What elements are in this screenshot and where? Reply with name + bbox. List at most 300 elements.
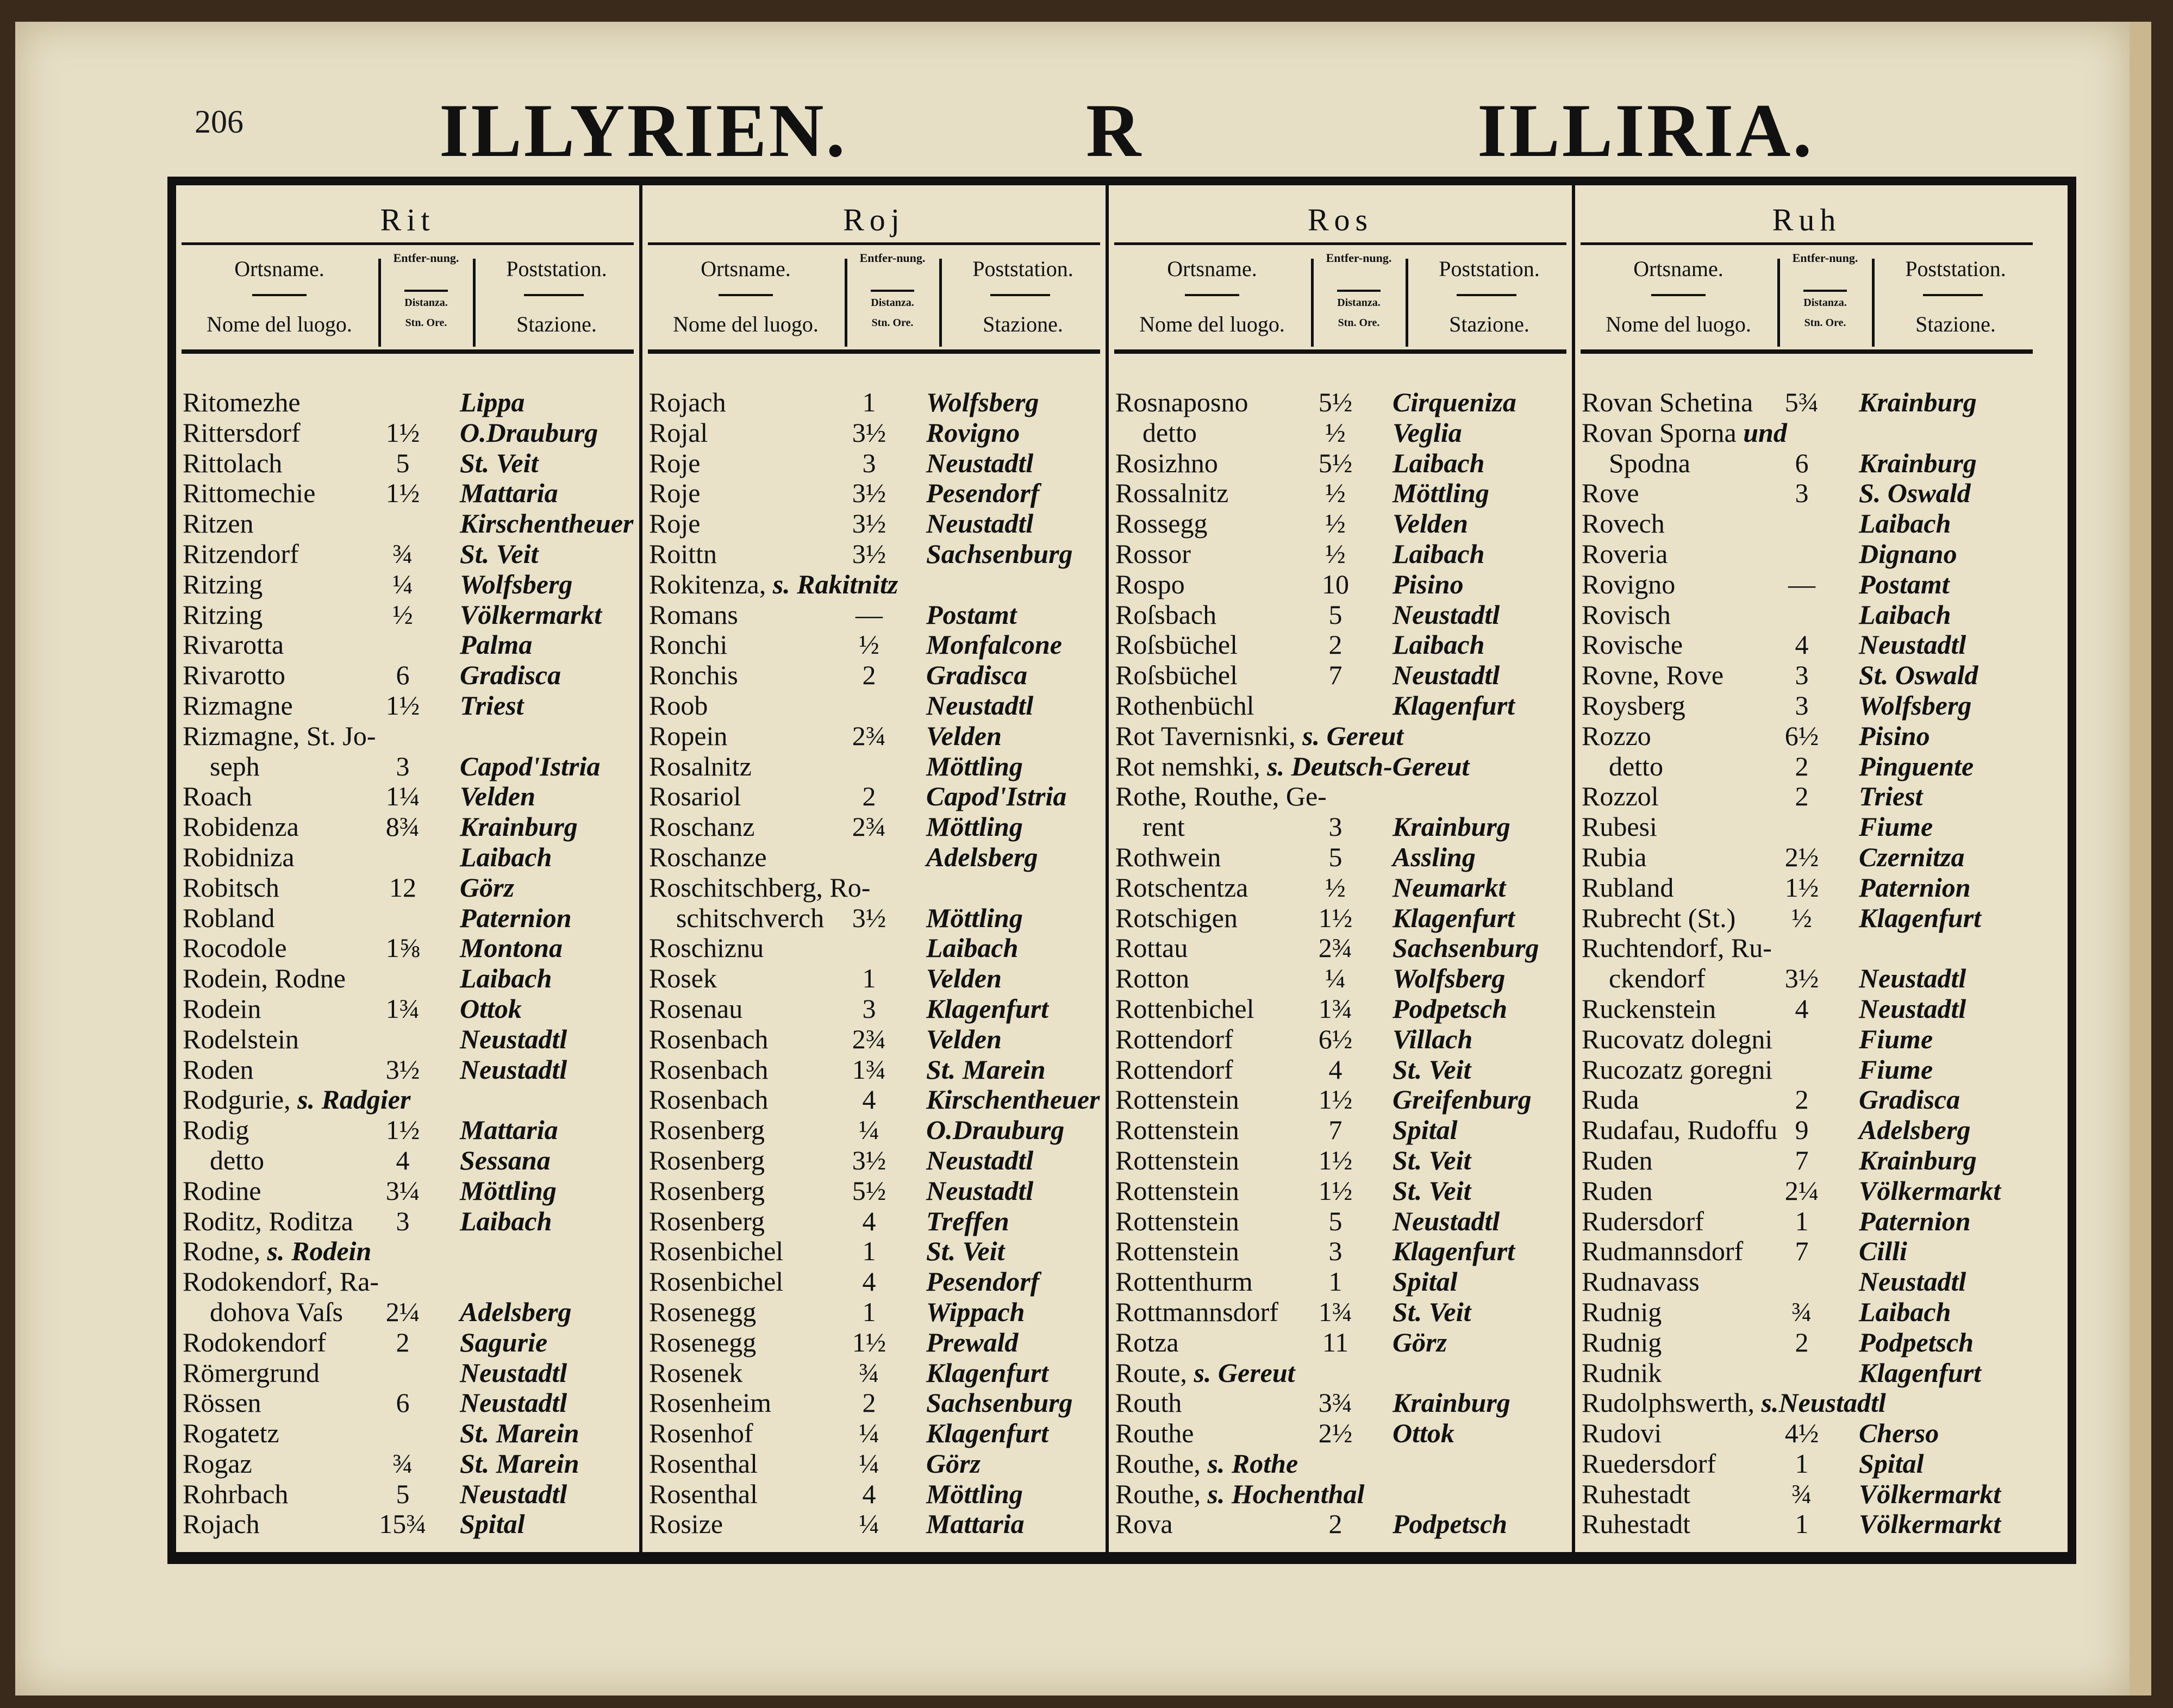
post-station: Paternion: [460, 902, 572, 933]
post-station: Laibach: [1393, 447, 1485, 478]
distance: 2: [862, 781, 876, 812]
distance: 15¾: [379, 1509, 427, 1540]
place-name: Roje: [649, 508, 701, 539]
header-rule: [648, 349, 1100, 354]
list-item: [649, 780, 1106, 811]
list-item: [1115, 417, 1572, 447]
post-station: Sessana: [460, 1144, 551, 1175]
place-name: Rosenhof: [649, 1418, 753, 1449]
place-name: Rottenstein: [1115, 1236, 1239, 1267]
post-station: St. Veit: [926, 1236, 1005, 1267]
post-station: Postamt: [926, 599, 1017, 630]
post-station: Klagenfurt: [1859, 1357, 1982, 1388]
place-name: Rodein: [183, 993, 261, 1024]
post-station: Ottok: [1393, 1418, 1454, 1449]
distance: ¼: [859, 1448, 879, 1479]
cross-reference: s. Gereut: [1295, 720, 1404, 751]
place-name: Rittomechie: [183, 478, 316, 509]
place-name: Robidniza: [183, 841, 295, 872]
header-rule: [252, 294, 307, 296]
list-item: [183, 1114, 639, 1144]
cross-reference: s. Rothe: [1200, 1448, 1298, 1479]
distance: 1½: [385, 690, 420, 721]
list-item: [1115, 902, 1572, 933]
list-item: [1582, 690, 2038, 720]
list-item: [1115, 993, 1572, 1023]
header-divider: [1777, 259, 1780, 347]
distance: ¼: [859, 1509, 879, 1540]
list-item: [649, 1387, 1106, 1417]
distance: 7: [1795, 1144, 1809, 1175]
header-rule: [524, 294, 584, 296]
post-station: Neustadtl: [926, 1175, 1034, 1206]
title-italian: ILLIRIA.: [1477, 89, 1814, 173]
distance: 7: [1328, 1115, 1342, 1146]
post-station: Krainburg: [1859, 1144, 1977, 1175]
distance: 5½: [1318, 387, 1353, 417]
list-item: [1582, 1054, 2038, 1084]
place-name: Rosenheim: [649, 1387, 771, 1418]
distance: 1¾: [852, 1054, 886, 1085]
post-station: Neustadtl: [460, 1054, 567, 1085]
distance: 2¾: [852, 720, 886, 751]
place-name: Robland: [183, 902, 275, 933]
place-name: Rudmannsdorf: [1582, 1236, 1744, 1267]
list-item: [649, 1508, 1106, 1538]
place-name: Ruckenstein: [1582, 993, 1716, 1024]
list-item: [649, 1205, 1106, 1236]
distance: 1½: [1318, 1175, 1353, 1206]
post-station: St. Veit: [460, 538, 539, 569]
post-station: Spital: [1393, 1266, 1458, 1297]
distance: 1½: [1784, 872, 1819, 903]
post-station: Völkermarkt: [460, 599, 602, 630]
list-item: [649, 750, 1106, 781]
list-item: [1115, 1478, 1572, 1509]
distance: 12: [389, 872, 416, 903]
list-item: [183, 780, 639, 811]
list-item: [183, 417, 639, 447]
place-name: Rosnaposno: [1115, 387, 1248, 417]
post-station: Sachsenburg: [1393, 933, 1539, 964]
place-name: Rothenbüchl: [1115, 690, 1254, 721]
distance: 2½: [1318, 1418, 1353, 1449]
post-station: Klagenfurt: [1393, 690, 1515, 721]
list-item: [1115, 720, 1572, 750]
post-station: Klagenfurt: [926, 1418, 1049, 1449]
list-item: [649, 902, 1106, 933]
entry-list: [1582, 386, 2038, 1538]
distance: 1½: [1318, 1144, 1353, 1175]
header-divider: [845, 259, 847, 347]
post-station: Krainburg: [1393, 811, 1510, 842]
list-item: [649, 1084, 1106, 1114]
place-name: Ruhestadt: [1582, 1478, 1690, 1509]
post-station: Mattaria: [460, 1115, 558, 1146]
directory-table: [167, 177, 2076, 1564]
list-item: [1582, 1235, 2038, 1266]
cross-reference: s. Rakitnitz: [766, 568, 898, 599]
post-station: Pesendorf: [926, 478, 1040, 509]
list-item: [1582, 872, 2038, 902]
distance: 6: [396, 660, 410, 691]
list-item: [183, 1296, 639, 1327]
list-item: [649, 447, 1106, 478]
header-ortsname: Ortsname.: [1167, 256, 1257, 281]
place-name: Rovische: [1582, 629, 1683, 660]
list-item: [1115, 386, 1572, 417]
place-name: Roittn: [649, 538, 717, 569]
place-name: Rittersdorf: [183, 417, 301, 448]
place-name: Rosenberg: [649, 1205, 765, 1236]
distance: 4: [862, 1084, 876, 1115]
post-station: Postamt: [1859, 568, 1950, 599]
list-item: [183, 902, 639, 933]
header-divider: [1311, 259, 1314, 347]
header-units: Stn. Ore.: [1804, 317, 1846, 329]
column-ruh: [1575, 185, 2038, 1552]
list-item: [649, 1357, 1106, 1387]
place-name: Roſsbach: [1115, 599, 1217, 630]
place-name: Roob: [649, 690, 708, 721]
post-station: Neustadtl: [460, 1357, 567, 1388]
distance: 4: [862, 1205, 876, 1236]
list-item: [183, 659, 639, 690]
list-item: [649, 1144, 1106, 1175]
post-station: Czernitza: [1859, 841, 1965, 872]
list-item: [1115, 599, 1572, 629]
header-rule: [182, 349, 634, 354]
list-item: [183, 872, 639, 902]
post-station: St. Marein: [926, 1054, 1046, 1085]
distance: 2: [862, 1387, 876, 1418]
post-station: Cirqueniza: [1393, 387, 1516, 417]
distance: 4: [396, 1144, 410, 1175]
cross-reference: s. Radgier: [290, 1084, 411, 1115]
place-name: Rottenbichel: [1115, 993, 1254, 1024]
place-name: Rivarotto: [183, 660, 285, 691]
list-item: [1582, 447, 2038, 478]
list-item: [649, 1448, 1106, 1478]
post-station: Lippa: [460, 387, 525, 417]
header-poststation: Poststation.: [1905, 256, 2006, 281]
list-item: [1582, 993, 2038, 1023]
post-station: Neustadtl: [1393, 660, 1500, 691]
place-name: Rossor: [1115, 538, 1191, 569]
post-station: Villach: [1393, 1023, 1473, 1054]
list-item: [649, 659, 1106, 690]
distance: 2: [1795, 750, 1809, 781]
place-name: Rubesi: [1582, 811, 1657, 842]
distance: ¾: [859, 1357, 879, 1388]
place-name: Rudolphswerth, s.Neustadtl: [1582, 1387, 1886, 1418]
place-name: Rodig: [183, 1115, 249, 1146]
distance: 2: [1795, 1327, 1809, 1357]
post-station: Görz: [926, 1448, 981, 1479]
place-name: Rosek: [649, 963, 717, 994]
place-name: Rosenbach: [649, 1054, 769, 1085]
distance: 4: [1328, 1054, 1342, 1085]
distance: 1½: [385, 1115, 420, 1146]
list-item: [649, 477, 1106, 508]
list-item: [1115, 1327, 1572, 1357]
list-item: [1582, 1023, 2038, 1054]
distance: 1½: [385, 478, 420, 509]
post-station: Veglia: [1393, 417, 1462, 448]
place-name: Ruhestadt: [1582, 1509, 1690, 1540]
list-item: [183, 1448, 639, 1478]
place-name: Ritomezhe: [183, 387, 301, 417]
column-letter: Ros: [1307, 202, 1373, 237]
post-station: Völkermarkt: [1859, 1478, 2001, 1509]
list-item: [649, 1478, 1106, 1509]
place-name: Rosenberg: [649, 1115, 765, 1146]
list-item: [183, 568, 639, 599]
list-item: [1582, 1387, 2038, 1417]
place-name: Rove: [1582, 478, 1639, 509]
list-item: [1115, 690, 1572, 720]
list-item: [1115, 477, 1572, 508]
place-name: Rottenstein: [1115, 1084, 1239, 1115]
place-name: Rottenthurm: [1115, 1266, 1253, 1297]
place-name: Rubland: [1582, 872, 1674, 903]
place-name: detto: [1115, 417, 1197, 448]
post-station: St. Marein: [460, 1418, 579, 1449]
place-name: Rosenberg: [649, 1175, 765, 1206]
list-item: [1582, 1084, 2038, 1114]
post-station: Laibach: [1859, 508, 1951, 539]
list-item: [183, 720, 639, 750]
place-name: Rovan Schetina: [1582, 387, 1753, 417]
place-name: Rosenek: [649, 1357, 743, 1388]
place-name: Ruchtendorf, Ru-: [1582, 933, 1772, 964]
list-item: [183, 538, 639, 568]
list-item: [183, 477, 639, 508]
post-station: Laibach: [1393, 629, 1485, 660]
place-name: Rova: [1115, 1509, 1173, 1540]
list-item: [1115, 1205, 1572, 1236]
post-station: Adelsberg: [926, 841, 1038, 872]
list-item: [1582, 659, 2038, 690]
list-item: [183, 811, 639, 841]
post-station: Klagenfurt: [926, 993, 1049, 1024]
list-item: [649, 1266, 1106, 1296]
post-station: Wolfsberg: [926, 387, 1039, 417]
place-name: Roje: [649, 447, 701, 478]
title-letter: R: [1086, 89, 1144, 173]
post-station: Dignano: [1859, 538, 1957, 569]
place-name: Rodein, Rodne: [183, 963, 346, 994]
header-entfernung: Entfer-nung.: [393, 251, 459, 265]
post-station: O.Drauburg: [926, 1115, 1065, 1146]
post-station: Gradisca: [1859, 1084, 1960, 1115]
header-divider: [473, 259, 476, 347]
list-item: [1582, 1417, 2038, 1448]
post-station: Velden: [926, 1023, 1002, 1054]
distance: 3½: [1784, 963, 1819, 994]
list-item: [649, 1023, 1106, 1054]
distance: 1: [1795, 1509, 1809, 1540]
list-item: [1115, 1235, 1572, 1266]
distance: 5½: [1318, 447, 1353, 478]
place-name: ckendorf: [1582, 963, 1706, 994]
place-name: Roden: [183, 1054, 254, 1085]
header-stazione: Stazione.: [983, 312, 1063, 336]
post-station: Velden: [926, 963, 1002, 994]
distance: 5½: [852, 1175, 886, 1206]
place-name: Rosenbichel: [649, 1266, 784, 1297]
header-entfernung: Entfer-nung.: [1792, 251, 1858, 265]
place-name: Rosenthal: [649, 1448, 758, 1479]
list-item: [649, 690, 1106, 720]
list-item: [1115, 932, 1572, 962]
distance: —: [1788, 568, 1815, 599]
place-name: Rudafau, Rudoffu: [1582, 1115, 1778, 1146]
place-name: Rodokendorf: [183, 1327, 326, 1357]
post-station: Neumarkt: [1393, 872, 1506, 903]
distance: ½: [1325, 538, 1346, 569]
post-station: St. Veit: [1393, 1175, 1471, 1206]
place-name: Roysberg: [1582, 690, 1685, 721]
header-divider: [378, 259, 381, 347]
cross-reference: s. Hochenthal: [1200, 1478, 1365, 1509]
list-item: [1582, 1114, 2038, 1144]
list-item: [1115, 568, 1572, 599]
place-name: Rudnik: [1582, 1357, 1662, 1388]
header-units: Stn. Ore.: [405, 317, 447, 329]
distance: ½: [1325, 417, 1346, 448]
list-item: [1582, 1296, 2038, 1327]
cross-reference: s.Neustadtl: [1754, 1387, 1886, 1418]
post-station: Pisino: [1393, 568, 1464, 599]
list-item: [649, 841, 1106, 872]
post-station: Möttling: [926, 750, 1023, 781]
header-distanza: Distanza.: [1337, 297, 1381, 309]
post-station: Assling: [1393, 841, 1476, 872]
post-station: Möttling: [926, 902, 1023, 933]
distance: 5¾: [1784, 387, 1819, 417]
place-name: Ritzen: [183, 508, 254, 539]
distance: 3¾: [1318, 1387, 1353, 1418]
list-item: [183, 1054, 639, 1084]
list-item: [649, 599, 1106, 629]
header-entfernung: Entfer-nung.: [1326, 251, 1392, 265]
distance: 2½: [1784, 841, 1819, 872]
distance: 1: [862, 963, 876, 994]
distance: ¾: [392, 1448, 413, 1479]
list-item: [1115, 447, 1572, 478]
place-name: Rospo: [1115, 568, 1185, 599]
list-item: [183, 841, 639, 872]
list-item: [183, 1023, 639, 1054]
place-name: Rosizhno: [1115, 447, 1218, 478]
distance: 2¼: [1784, 1175, 1819, 1206]
post-station: Krainburg: [1393, 1387, 1510, 1418]
list-item: [1582, 1205, 2038, 1236]
post-station: St. Veit: [1393, 1054, 1471, 1085]
post-station: Pinguente: [1859, 750, 1974, 781]
place-name: Rozzol: [1582, 781, 1659, 812]
distance: 6: [1795, 447, 1809, 478]
distance: 4: [1795, 993, 1809, 1024]
distance: 3: [862, 447, 876, 478]
place-name: Rosariol: [649, 781, 741, 812]
distance: 7: [1795, 1236, 1809, 1267]
distance: 1¼: [385, 781, 420, 812]
place-name: Rudersdorf: [1582, 1205, 1704, 1236]
header-distanza: Distanza.: [1803, 297, 1847, 309]
header-rule: [1651, 294, 1706, 296]
distance: ¼: [392, 568, 413, 599]
column-rit: [176, 185, 642, 1552]
header-poststation: Poststation.: [972, 256, 1073, 281]
cross-reference: s. Rodein: [260, 1236, 372, 1267]
distance: 2¼: [385, 1296, 420, 1327]
distance: 1: [1795, 1448, 1809, 1479]
list-item: [1115, 1114, 1572, 1144]
distance: 8¾: [385, 811, 420, 842]
post-station: Neustadtl: [1393, 599, 1500, 630]
place-name: Roſsbüchel: [1115, 629, 1238, 660]
post-station: Paternion: [1859, 1205, 1971, 1236]
distance: 3½: [852, 902, 886, 933]
list-item: [1115, 1448, 1572, 1478]
post-station: Neustadtl: [926, 447, 1034, 478]
post-station: Neustadtl: [1859, 1266, 1966, 1297]
cross-reference: s. Deutsch-Gereut: [1260, 750, 1470, 781]
header-rule: [719, 294, 773, 296]
list-item: [649, 538, 1106, 568]
list-item: [1115, 1417, 1572, 1448]
post-station: Cherso: [1859, 1418, 1939, 1449]
post-station: Möttling: [1393, 478, 1489, 509]
place-name: Rosenegg: [649, 1296, 757, 1327]
post-station: Neustadtl: [460, 1387, 567, 1418]
list-item: [1115, 1084, 1572, 1114]
place-name: Rottenstein: [1115, 1115, 1239, 1146]
list-item: [1582, 811, 2038, 841]
header-rule: [1581, 242, 2033, 245]
place-name: Robitsch: [183, 872, 279, 903]
post-station: Adelsberg: [1859, 1115, 1971, 1146]
place-name: Rodokendorf, Ra-: [183, 1266, 379, 1297]
place-name: Rudovi: [1582, 1418, 1662, 1449]
distance: ¾: [1791, 1296, 1812, 1327]
list-item: [1582, 1448, 2038, 1478]
distance: 1: [1795, 1205, 1809, 1236]
list-item: [183, 1327, 639, 1357]
place-name: Ritzendorf: [183, 538, 299, 569]
post-station: Spital: [1859, 1448, 1924, 1479]
post-station: Neustadtl: [926, 1144, 1034, 1175]
list-item: [183, 1235, 639, 1266]
distance: 6½: [1318, 1023, 1353, 1054]
post-station: Laibach: [926, 933, 1019, 964]
post-station: Görz: [1393, 1327, 1447, 1357]
place-name: Rosenau: [649, 993, 743, 1024]
header-rule: [1114, 242, 1566, 245]
distance: 1¾: [1318, 1296, 1353, 1327]
place-name: Rodine: [183, 1175, 261, 1206]
post-station: Neustadtl: [1859, 629, 1966, 660]
place-name: Robidenza: [183, 811, 299, 842]
post-station: Kirschentheuer: [460, 508, 634, 539]
place-name: seph: [183, 750, 260, 781]
header-ortsname: Ortsname.: [701, 256, 791, 281]
list-item: [1115, 841, 1572, 872]
list-item: [1582, 841, 2038, 872]
place-name: Rozzo: [1582, 720, 1651, 751]
